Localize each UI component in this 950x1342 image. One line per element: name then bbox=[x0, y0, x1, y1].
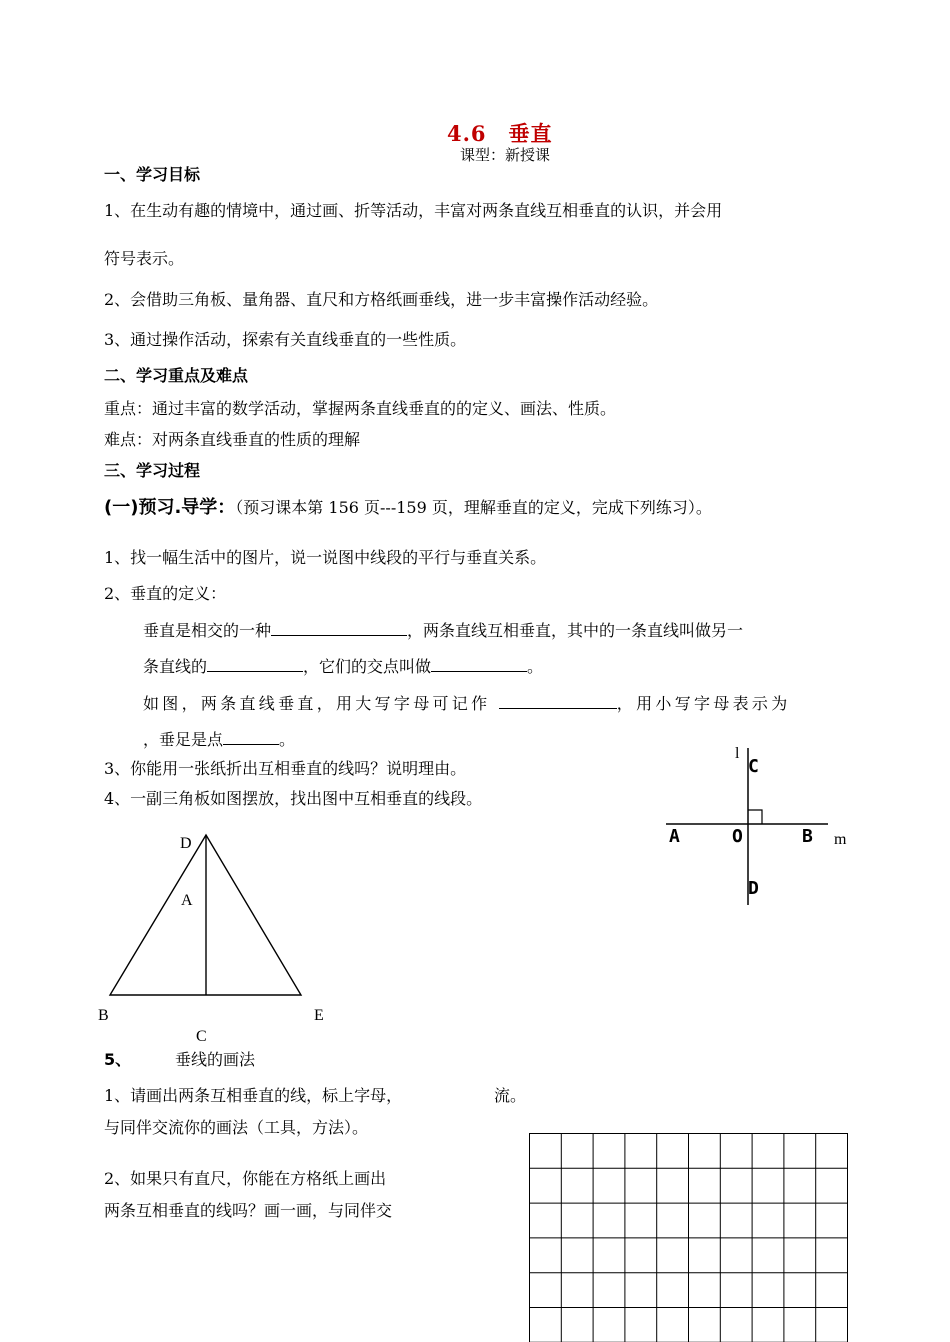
tri-label-d: D bbox=[180, 835, 192, 852]
definition-text-e: 。 bbox=[527, 657, 544, 676]
section-heading-goals: 一、学习目标 bbox=[104, 165, 201, 184]
tri-label-e: E bbox=[314, 1007, 324, 1024]
blank-2[interactable] bbox=[207, 657, 303, 672]
tri-label-b: B bbox=[98, 1007, 109, 1024]
lesson-type: 课型：新授课 bbox=[460, 146, 551, 164]
label-o: O bbox=[732, 826, 743, 847]
question-1: 1、找一幅生活中的图片，说一说图中线段的平行与垂直关系。 bbox=[104, 548, 547, 567]
label-b: B bbox=[802, 826, 813, 847]
section-heading-process: 三、学习过程 bbox=[104, 461, 201, 480]
goal-3: 3、通过操作活动，探索有关直线垂直的一些性质。 bbox=[104, 330, 467, 349]
draw-question-1-line-2: 与同伴交流你的画法（工具，方法）。 bbox=[104, 1118, 369, 1137]
question-4: 4、一副三角板如图摆放，找出图中互相垂直的线段。 bbox=[104, 789, 483, 808]
goal-1-line-1: 1、在生动有趣的情境中，通过画、折等活动，丰富对两条直线互相垂直的认识，并会用 bbox=[104, 201, 723, 220]
label-c: C bbox=[748, 756, 759, 777]
draw-question-1-tail: 流。 bbox=[494, 1086, 527, 1105]
blank-4[interactable] bbox=[499, 694, 617, 709]
notation-text-b: ，用小写字母表示为 bbox=[616, 694, 791, 713]
foot-text-b: 。 bbox=[279, 730, 296, 749]
right-angle-mark bbox=[748, 810, 762, 824]
preview-line bbox=[104, 493, 712, 519]
definition-line-2 bbox=[143, 654, 543, 677]
grid-paper[interactable] bbox=[529, 1133, 849, 1342]
preview-title: (一)预习.导学： bbox=[104, 497, 236, 518]
foot-line bbox=[143, 727, 295, 750]
label-l: l bbox=[735, 745, 740, 762]
blank-3[interactable] bbox=[431, 657, 527, 672]
difficulty: 难点：对两条直线垂直的性质的理解 bbox=[104, 430, 361, 449]
page-title: 4.6 垂直 bbox=[447, 121, 553, 146]
section-heading-key-points: 二、学习重点及难点 bbox=[104, 366, 249, 385]
tri-label-c: C bbox=[196, 1028, 207, 1045]
preview-note: （预习课本第 156 页---159 页，理解垂直的定义，完成下列练习）。 bbox=[235, 498, 712, 517]
figure-notation-line bbox=[143, 691, 791, 714]
definition-text-c: 条直线的 bbox=[143, 657, 208, 676]
label-d: D bbox=[748, 878, 759, 899]
notation-text-a: 如图，两条直线垂直，用大写字母可记作 bbox=[143, 694, 491, 713]
key-point: 重点：通过丰富的数学活动，掌握两条直线垂直的的定义、画法、性质。 bbox=[104, 399, 617, 418]
blank-5[interactable] bbox=[223, 730, 279, 745]
foot-text-a: ，垂足是点 bbox=[143, 730, 224, 749]
question-3: 3、你能用一张纸折出互相垂直的线吗？说明理由。 bbox=[104, 759, 467, 778]
label-m: m bbox=[834, 831, 847, 848]
goal-2: 2、会借助三角板、量角器、直尺和方格纸画垂线，进一步丰富操作活动经验。 bbox=[104, 290, 659, 309]
draw-question-2-line-2: 两条互相垂直的线吗？画一画，与同伴交 bbox=[104, 1201, 393, 1220]
blank-1[interactable] bbox=[271, 621, 407, 636]
perpendicular-figure bbox=[660, 740, 860, 920]
definition-text-b: ，两条直线互相垂直，其中的一条直线叫做另一 bbox=[407, 621, 744, 640]
draw-question-1-line-1: 1、请画出两条互相垂直的线，标上字母， bbox=[104, 1086, 403, 1105]
draw-question-2-line-1: 2、如果只有直尺，你能在方格纸上画出 bbox=[104, 1169, 387, 1188]
definition-text-d: ，它们的交点叫做 bbox=[303, 657, 432, 676]
label-a: A bbox=[669, 826, 680, 847]
question-2: 2、垂直的定义： bbox=[104, 584, 227, 603]
goal-1-line-2: 符号表示。 bbox=[104, 249, 185, 268]
triangle-figure bbox=[100, 825, 320, 1010]
tri-label-a: A bbox=[181, 892, 193, 909]
definition-line-1 bbox=[143, 618, 743, 641]
definition-text-a: 垂直是相交的一种 bbox=[143, 621, 272, 640]
section-5-number: 5、 bbox=[104, 1050, 132, 1069]
section-5-heading: 垂线的画法 bbox=[175, 1050, 256, 1069]
